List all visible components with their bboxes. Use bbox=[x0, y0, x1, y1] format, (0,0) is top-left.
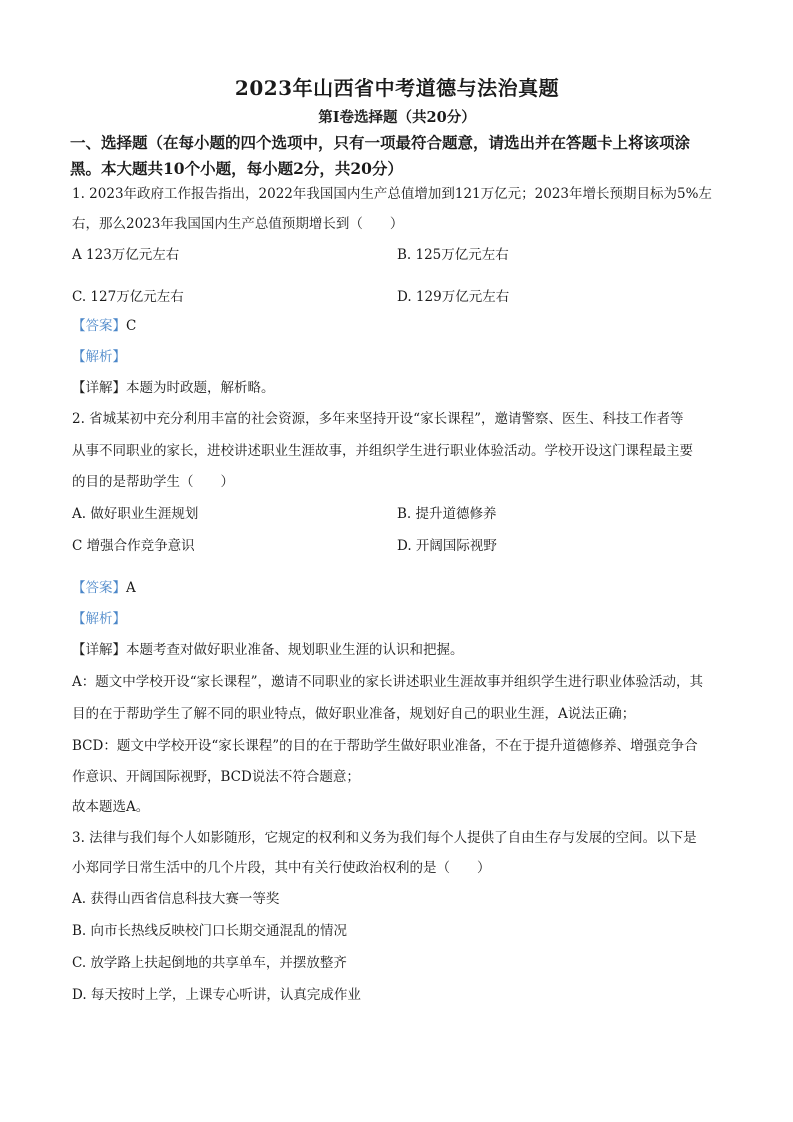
question-1-option-b: B. 125万亿元左右 bbox=[397, 247, 509, 263]
question-1-option-c: C. 127万亿元左右 bbox=[72, 289, 184, 305]
paper-subtitle: 第Ⅰ卷选择题（共20分） bbox=[318, 109, 476, 126]
page-title: 2023年山西省中考道德与法治真题 bbox=[234, 76, 560, 100]
analysis-label: 【解析】 bbox=[72, 349, 126, 365]
question-1-detail bbox=[72, 378, 275, 398]
answer-label: 【答案】 bbox=[72, 580, 126, 596]
question-3-stem-line-1: 3. 法律与我们每个人如影随形，它规定的权利和义务为我们每个人提供了自由生存与发展的空间。以下是 bbox=[72, 830, 697, 846]
answer-value: C bbox=[126, 318, 137, 334]
question-1-answer bbox=[72, 316, 136, 336]
question-1-option-d: D. 129万亿元左右 bbox=[397, 289, 510, 305]
question-2-answer bbox=[72, 578, 136, 598]
question-2-detail bbox=[72, 640, 464, 660]
question-2-analysis bbox=[72, 609, 126, 629]
question-2-detail-line-4: BCD：题文中学校开设“家长课程”的目的在于帮助学生做好职业准备，不在于提升道德修养、增强竞争合 bbox=[72, 738, 698, 754]
question-2-detail-line-2: A：题文中学校开设“家长课程”，邀请不同职业的家长讲述职业生涯故事并组织学生进行职业体验活动，其 bbox=[72, 674, 704, 690]
question-3-option-a: A. 获得山西省信息科技大赛一等奖 bbox=[72, 891, 280, 907]
question-2-detail-line-6: 故本题选A。 bbox=[72, 799, 150, 815]
question-2-stem-line-2: 从事不同职业的家长，进校讲述职业生涯故事，并组织学生进行职业体验活动。学校开设这门课程最主要 bbox=[72, 443, 693, 459]
detail-label: 【详解】 bbox=[72, 380, 126, 396]
question-3-option-c: C. 放学路上扶起倒地的共享单车，并摆放整齐 bbox=[72, 955, 347, 971]
section-heading-line-1: 一、选择题（在每小题的四个选项中，只有一项最符合题意，请选出并在答题卡上将该项涂 bbox=[70, 133, 691, 152]
question-1-option-a: A 123万亿元左右 bbox=[72, 247, 180, 263]
question-2-stem-line-1: 2. 省城某初中充分利用丰富的社会资源，多年来坚持开设“家长课程”，邀请警察、医生、科技工作者等 bbox=[72, 411, 684, 427]
question-2-detail-line-3: 目的在于帮助学生了解不同的职业特点，做好职业准备，规划好自己的职业生涯，A说法正确； bbox=[72, 706, 636, 722]
section-heading-line-2: 黑。本大题共10个小题，每小题2分，共20分） bbox=[70, 159, 403, 178]
question-2-stem-line-3: 的目的是帮助学生（ ） bbox=[72, 474, 234, 490]
detail-text: 本题考查对做好职业准备、规划职业生涯的认识和把握。 bbox=[126, 642, 464, 658]
question-2-option-b: B. 提升道德修养 bbox=[397, 506, 497, 522]
question-3-stem-line-2: 小郑同学日常生活中的几个片段，其中有关行使政治权利的是（ ） bbox=[72, 860, 491, 876]
question-2-option-d: D. 开阔国际视野 bbox=[397, 538, 497, 554]
question-3-option-d: D. 每天按时上学，上课专心听讲，认真完成作业 bbox=[72, 987, 361, 1003]
detail-label: 【详解】 bbox=[72, 642, 126, 658]
question-2-option-a: A. 做好职业生涯规划 bbox=[72, 506, 199, 522]
detail-text: 本题为时政题，解析略。 bbox=[126, 380, 275, 396]
question-1-stem-line-1: 1. 2023年政府工作报告指出，2022年我国国内生产总值增加到121万亿元；2023年增长预期目标为5%左 bbox=[72, 186, 712, 202]
answer-label: 【答案】 bbox=[72, 318, 126, 334]
analysis-label: 【解析】 bbox=[72, 611, 126, 627]
section-heading bbox=[70, 130, 725, 182]
question-2-option-c: C 增强合作竞争意识 bbox=[72, 538, 195, 554]
question-1-stem-line-2: 右，那么2023年我国国内生产总值预期增长到（ ） bbox=[72, 216, 404, 232]
question-2-detail-line-5: 作意识、开阔国际视野，BCD说法不符合题意； bbox=[72, 769, 360, 785]
question-1-analysis bbox=[72, 347, 126, 367]
answer-value: A bbox=[126, 580, 136, 596]
question-3-option-b: B. 向市长热线反映校门口长期交通混乱的情况 bbox=[72, 923, 348, 939]
